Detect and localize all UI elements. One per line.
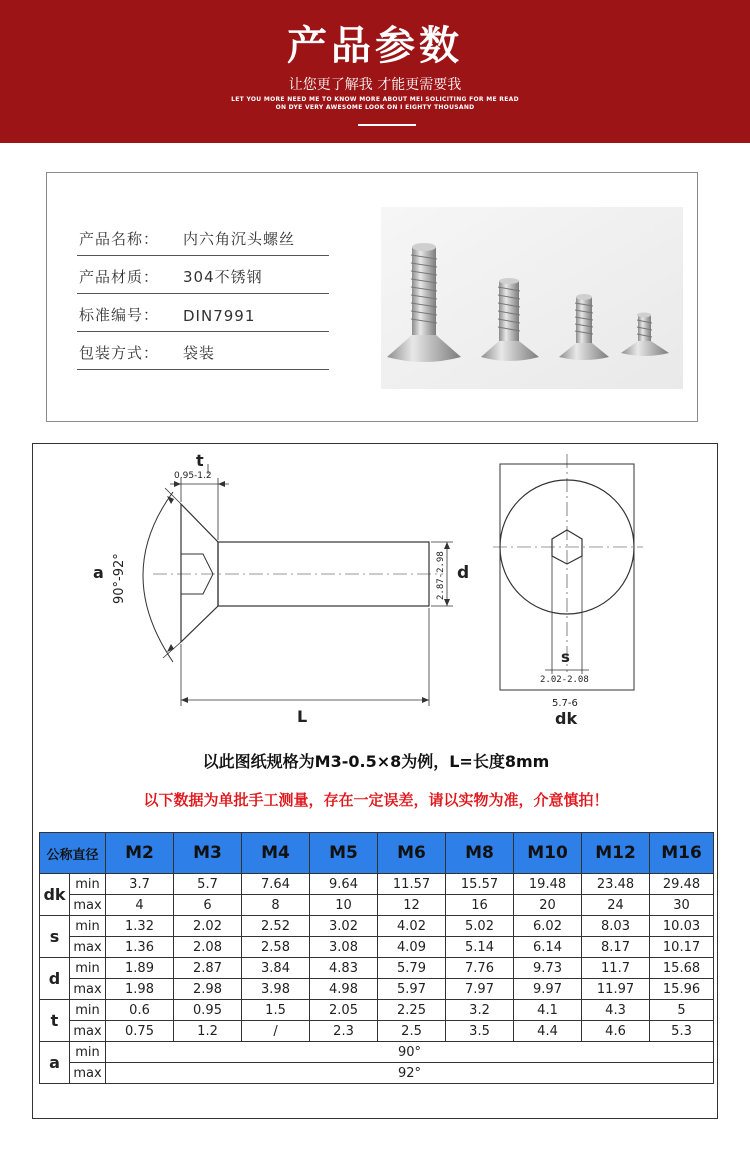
value-cell: 20 [514,895,582,916]
angle-max-cell: 92° [106,1063,714,1084]
d-label: d [457,563,470,583]
header-size: M4 [242,833,310,874]
banner-subtitle: 让您更了解我 才能更需要我 [288,77,462,93]
banner-english-line-2: ON DYE VERY AWESOME LOOK ON I EIGHTY THOUSAND [275,104,475,111]
value-cell: 15.68 [650,958,714,979]
value-cell: 1.98 [106,979,174,1000]
table-row [40,1000,714,1021]
info-row-standard [77,297,329,332]
value-cell: 6.02 [514,916,582,937]
value-cell: 2.08 [174,937,242,958]
value-cell: 16 [446,895,514,916]
limit-label-cell: min [70,916,106,937]
limit-label-cell: max [70,979,106,1000]
info-label: 包装方式： [79,344,160,362]
t-range-label: 0.95-1.2 [174,471,212,481]
value-cell: 24 [582,895,650,916]
table-header-row [40,833,714,874]
info-value: DIN7991 [183,307,256,325]
value-cell: 11.97 [582,979,650,1000]
value-cell: 10 [310,895,378,916]
banner-title: 产品参数 [287,23,463,69]
value-cell: 5.97 [378,979,446,1000]
value-cell: 11.7 [582,958,650,979]
value-cell: 5.79 [378,958,446,979]
measurement-warning: 以下数据为单批手工测量，存在一定误差，请以实物为准，介意慎拍！ [143,791,609,809]
product-photo [381,207,683,389]
header-size: M8 [446,833,514,874]
value-cell: 9.97 [514,979,582,1000]
value-cell: 5.7 [174,874,242,895]
value-cell: 2.98 [174,979,242,1000]
value-cell: 4.1 [514,1000,582,1021]
table-row [40,937,714,958]
info-value: 304不锈钢 [183,268,263,286]
limit-label-cell: max [70,895,106,916]
limit-label-cell: min [70,958,106,979]
value-cell: 2.87 [174,958,242,979]
table-row [40,895,714,916]
value-cell: 30 [650,895,714,916]
table-row [40,979,714,1000]
s-range-label: 2.02-2.08 [540,675,589,685]
info-label: 产品名称： [79,230,160,248]
limit-label-cell: min [70,1000,106,1021]
header-size: M2 [106,833,174,874]
value-cell: 2.58 [242,937,310,958]
value-cell: 0.6 [106,1000,174,1021]
banner-divider [358,124,416,126]
value-cell: 10.17 [650,937,714,958]
value-cell: 4.09 [378,937,446,958]
table-row [40,1042,714,1063]
value-cell: 4.02 [378,916,446,937]
value-cell: 0.75 [106,1021,174,1042]
value-cell: 3.84 [242,958,310,979]
value-cell: 15.57 [446,874,514,895]
value-cell: 5 [650,1000,714,1021]
table-row [40,1021,714,1042]
value-cell: 0.95 [174,1000,242,1021]
dk-label: dk [555,709,578,728]
technical-drawing [33,444,719,744]
spec-table [39,832,714,1084]
table-row [40,916,714,937]
header-size: M6 [378,833,446,874]
value-cell: 4.6 [582,1021,650,1042]
value-cell: 3.02 [310,916,378,937]
info-label: 标准编号： [79,306,160,324]
angle-label: 90°-92° [112,553,127,604]
value-cell: 5.02 [446,916,514,937]
param-name-cell: s [40,916,70,958]
value-cell: 2.3 [310,1021,378,1042]
table-row [40,874,714,895]
product-info-panel [46,172,698,422]
value-cell: 4.98 [310,979,378,1000]
param-name-cell: dk [40,874,70,916]
value-cell: 6 [174,895,242,916]
value-cell: 7.76 [446,958,514,979]
header-size: M5 [310,833,378,874]
header-size: M12 [582,833,650,874]
header-size: M3 [174,833,242,874]
table-body [40,874,714,1084]
s-label: s [561,648,570,666]
value-cell: 2.02 [174,916,242,937]
value-cell: 7.97 [446,979,514,1000]
value-cell: 8.17 [582,937,650,958]
t-label: t [196,451,204,470]
header-size: M10 [514,833,582,874]
info-row-material [77,259,329,294]
info-label: 产品材质： [79,268,160,286]
value-cell: 5.3 [650,1021,714,1042]
value-cell: 19.48 [514,874,582,895]
value-cell: 23.48 [582,874,650,895]
angle-min-cell: 90° [106,1042,714,1063]
value-cell: 3.08 [310,937,378,958]
table-row [40,958,714,979]
info-value: 袋装 [183,344,216,362]
value-cell: 4 [106,895,174,916]
value-cell: 15.96 [650,979,714,1000]
banner-english-line-1: LET YOU MORE NEED ME TO KNOW MORE ABOUT MEI SOLICITING FOR ME READ [231,96,519,103]
l-label: L [297,707,308,726]
header-banner [0,0,750,143]
value-cell: / [242,1021,310,1042]
info-value: 内六角沉头螺丝 [183,230,296,248]
param-name-cell: t [40,1000,70,1042]
drawing-caption: 以此图纸规格为M3-0.5×8为例，L=长度8mm [202,752,550,771]
value-cell: 29.48 [650,874,714,895]
value-cell: 2.52 [242,916,310,937]
value-cell: 3.5 [446,1021,514,1042]
value-cell: 6.14 [514,937,582,958]
header-size: M16 [650,833,714,874]
info-row-name [77,221,329,256]
value-cell: 9.64 [310,874,378,895]
value-cell: 7.64 [242,874,310,895]
value-cell: 4.83 [310,958,378,979]
value-cell: 1.32 [106,916,174,937]
value-cell: 9.73 [514,958,582,979]
info-row-packaging [77,335,329,370]
value-cell: 3.7 [106,874,174,895]
value-cell: 3.2 [446,1000,514,1021]
value-cell: 1.89 [106,958,174,979]
limit-label-cell: max [70,1063,106,1084]
value-cell: 11.57 [378,874,446,895]
value-cell: 4.3 [582,1000,650,1021]
limit-label-cell: min [70,1042,106,1063]
spec-panel [32,443,718,1119]
a-label: a [93,563,104,582]
value-cell: 10.03 [650,916,714,937]
value-cell: 2.25 [378,1000,446,1021]
value-cell: 5.14 [446,937,514,958]
d-range-label: 2.87-2.98 [436,551,446,600]
value-cell: 12 [378,895,446,916]
value-cell: 2.5 [378,1021,446,1042]
value-cell: 4.4 [514,1021,582,1042]
limit-label-cell: max [70,1021,106,1042]
value-cell: 1.5 [242,1000,310,1021]
limit-label-cell: min [70,874,106,895]
table-row [40,1063,714,1084]
param-name-cell: d [40,958,70,1000]
value-cell: 3.98 [242,979,310,1000]
limit-label-cell: max [70,937,106,958]
angle-arc [143,492,173,662]
value-cell: 1.36 [106,937,174,958]
dk-range-label: 5.7-6 [552,698,578,709]
value-cell: 2.05 [310,1000,378,1021]
value-cell: 8.03 [582,916,650,937]
value-cell: 8 [242,895,310,916]
header-nominal-diameter: 公称直径 [40,833,106,874]
param-name-cell: a [40,1042,70,1084]
value-cell: 1.2 [174,1021,242,1042]
